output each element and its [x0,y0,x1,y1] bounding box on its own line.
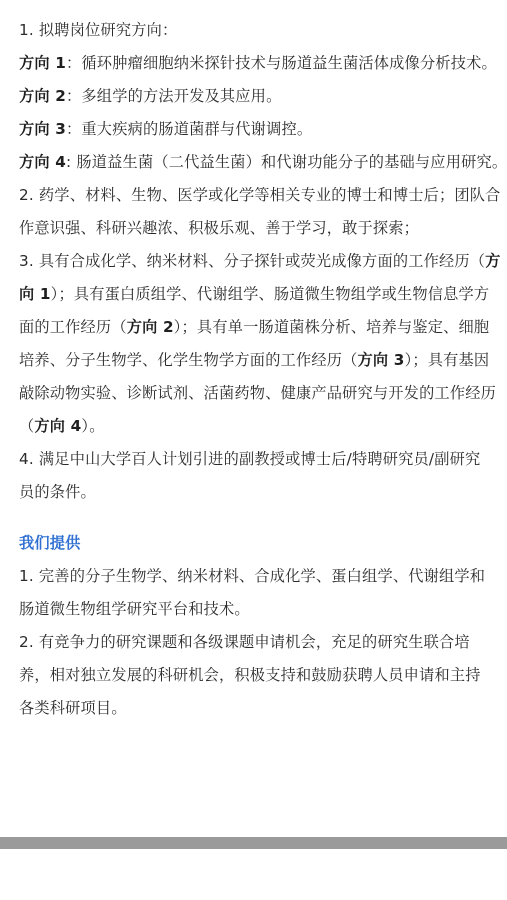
research-directions-intro: 1. 拟聘岗位研究方向： [19,21,178,39]
requirement-3-bold: 方向 2 [126,318,174,336]
direction-2 [19,80,497,113]
direction-3-sep: ： [66,120,82,138]
requirement-3-line-1 [19,245,501,278]
requirement-3-text: ）；具有基因 [404,351,490,369]
requirement-3-bold: 方 [485,252,501,270]
direction-1-sep: ： [66,54,82,72]
offer-1-line-1: 1. 完善的分子生物学、纳米材料、合成化学、蛋白组学、代谢组学和 [19,567,486,585]
requirement-3-text: ）；具有单一肠道菌株分析、培养与鉴定、细胞 [173,318,490,336]
offer-section-title: 我们提供 [19,534,81,552]
requirement-2-line-1: 2. 药学、材料、生物、医学或化学等相关专业的博士和博士后；团队合 [19,186,501,204]
offer-2-line-3: 各类科研项目。 [19,699,127,717]
direction-3 [19,113,497,146]
requirement-3-text: 面的工作经历（ [19,318,127,336]
direction-3-label: 方向 3 [19,120,67,138]
requirement-2-line-2: 作意识强、科研兴趣浓、积极乐观、善于学习，敢于探索； [19,219,420,237]
requirement-3-bold: 方向 3 [357,351,405,369]
direction-4-text: 肠道益生菌（二代益生菌）和代谢功能分子的基础与应用研究。 [76,153,507,171]
direction-3-text: 重大疾病的肠道菌群与代谢调控。 [81,120,313,138]
section-gap [19,509,497,527]
offer-2-line-1: 2. 有竞争力的研究课题和各级课题申请机会，充足的研究生联合培 [19,633,470,651]
requirement-3-line-6 [19,410,497,443]
direction-1-label: 方向 1 [19,54,67,72]
offer-1-line-2: 肠道微生物组学研究平台和技术。 [19,600,250,618]
direction-1 [19,47,497,80]
offer-2-line-2: 养，相对独立发展的科研机会，积极支持和鼓励获聘人员申请和主持 [19,666,481,684]
bottom-divider-bar [0,837,507,849]
direction-4-sep: : [66,153,77,171]
requirement-3-bold: 向 1 [19,285,51,303]
direction-2-sep: ： [66,87,82,105]
requirement-3-text: ）；具有蛋白质组学、代谢组学、肠道微生物组学或生物信息学方 [50,285,490,303]
direction-1-text: 循环肿瘤细胞纳米探针技术与肠道益生菌活体成像分析技术。 [81,54,497,72]
direction-4-label: 方向 4 [19,153,67,171]
requirement-3-text: 培养、分子生物学、化学生物学方面的工作经历（ [19,351,358,369]
requirement-3-line-4 [19,344,497,377]
requirement-3-text: ）。 [81,417,105,435]
direction-2-label: 方向 2 [19,87,67,105]
requirement-3-line-3 [19,311,497,344]
requirement-3-bold: 方向 4 [34,417,82,435]
requirement-3-line-2 [19,278,497,311]
requirement-4-line-1: 4. 满足中山大学百人计划引进的副教授或博士后/特聘研究员/副研究 [19,450,481,468]
direction-2-text: 多组学的方法开发及其应用。 [81,87,282,105]
requirement-3-text: 3. 具有合成化学、纳米材料、分子探针或荧光成像方面的工作经历（ [19,252,486,270]
requirement-3-line-5: 敲除动物实验、诊断试剂、活菌药物、健康产品研究与开发的工作经历 [19,384,497,402]
job-description [19,14,507,725]
direction-4 [19,146,507,179]
requirement-4-line-2: 员的条件。 [19,483,96,501]
requirement-3-text: （ [19,417,35,435]
